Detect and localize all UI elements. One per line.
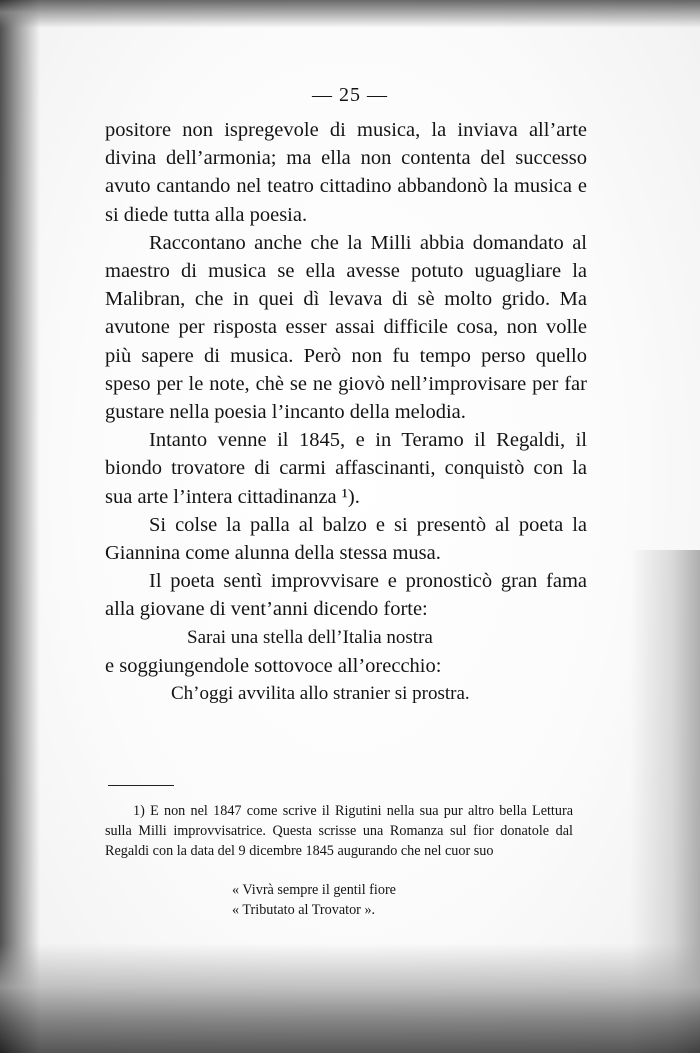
footnote bbox=[105, 802, 573, 861]
continuation-line: e soggiungendole sottovoce all’orecchio: bbox=[105, 654, 442, 677]
footnote-text: 1) E non nel 1847 come scrive il Rigutini nella sua pur altro bella Lettura sulla Milli improvvisatrice. Questa scrisse una Romanza sul fior donatole dal Regaldi con la data del 9 dicembre 1845 augurando che nel cuor suo bbox=[105, 803, 573, 859]
footnote-verse-line-1: « Vivrà sempre il gentil fiore bbox=[232, 882, 396, 898]
main-text bbox=[105, 116, 587, 708]
scan-top-shadow bbox=[0, 0, 700, 28]
footnote-rule bbox=[108, 785, 174, 786]
paragraph-5: Il poeta sentì improvvisare e pronosticò gran fama alla giovane di vent’anni dicendo forte: bbox=[105, 570, 587, 621]
footnote-verse bbox=[232, 880, 396, 920]
verse-line-1: Sarai una stella dell’Italia nostra bbox=[187, 626, 433, 648]
page-number: — 25 — bbox=[312, 84, 388, 106]
paragraph-1: positore non ispregevole di musica, la inviava all’arte divina dell’armonia; ma ella non contenta del successo avuto cantando nel teatro cittadino abbandonò la musica e si diede tutta alla poesia. bbox=[105, 119, 587, 226]
paragraph-4: Si colse la palla al balzo e si presentò al poeta la Giannina come alunna della stessa musa. bbox=[105, 513, 587, 565]
scan-bottom-shadow bbox=[0, 943, 700, 1053]
paragraph-3: Intanto venne il 1845, e in Teramo il Regaldi, il biondo trovatore di carmi affascinanti, conquistò con la sua arte l’intera cittadinanza ¹). bbox=[105, 429, 587, 508]
verse-line-2: Ch’oggi avvilita allo stranier si prostra. bbox=[171, 683, 470, 705]
scan-binding-shadow bbox=[0, 0, 40, 1053]
footnote-verse-line-2: « Tributato al Trovator ». bbox=[232, 902, 376, 918]
paragraph-2: Raccontano anche che la Milli abbia domandato al maestro di musica se ella avesse potuto uguagliare la Malibran, che in quei dì levava di sè molto grido. Ma avutone per risposta esser assai difficile cosa, non volle più sapere di musica. Però non fu tempo perso quello speso per le note, chè se ne giovò nell’improvisare per far gustare nella poesia l’incanto della melodia. bbox=[105, 231, 587, 424]
